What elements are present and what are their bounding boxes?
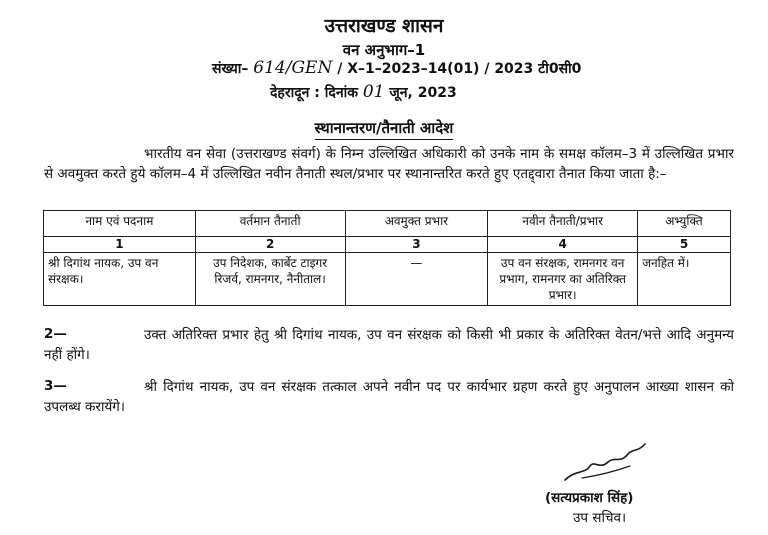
header-current-posting: वर्तमान तैनाती <box>195 211 345 237</box>
date-prefix: देहरादून : दिनांक <box>270 85 358 101</box>
column-number-row <box>44 237 731 253</box>
header-name: नाम एवं पदनाम <box>44 211 196 237</box>
section-heading: वन अनुभाग–1 <box>342 41 426 59</box>
table-header-row <box>44 211 731 237</box>
subject-text: स्थानान्तरण/तैनाती आदेश <box>315 119 454 140</box>
paragraph-2 <box>44 326 734 365</box>
reference-handwritten: 614/GEN <box>253 58 333 78</box>
cell-new-posting: उप वन संरक्षक, रामनगर वन प्रभाग, रामनगर का अतिरिक्त प्रभार। <box>488 253 638 306</box>
header-remarks: अभ्युक्ति <box>638 211 731 237</box>
column-number: 2 <box>195 237 345 253</box>
column-number: 3 <box>345 237 488 253</box>
column-number: 5 <box>638 237 731 253</box>
date-line <box>270 82 457 102</box>
signatory-name: (सत्यप्रकाश सिंह) <box>545 490 634 506</box>
signatory-designation: उप सचिव। <box>573 510 627 526</box>
cell-relieved-charge: — <box>345 253 488 306</box>
cell-remarks: जनहित में। <box>638 253 731 306</box>
cell-name-designation: श्री दिगांथ नायक, उप वन संरक्षक। <box>44 253 196 306</box>
handwritten-signature <box>470 440 660 490</box>
paragraph-2-number: 2— <box>44 326 67 342</box>
paragraph-3 <box>44 378 734 417</box>
reference-label: संख्या– <box>212 61 249 77</box>
date-handwritten: 01 <box>362 82 385 102</box>
column-number: 1 <box>44 237 196 253</box>
assignment-table <box>43 210 731 306</box>
header-relieved-charge: अवमुक्त प्रभार <box>345 211 488 237</box>
signature-image <box>470 440 660 490</box>
reference-number <box>212 58 581 78</box>
date-suffix: जून, 2023 <box>389 85 457 101</box>
column-number: 4 <box>488 237 638 253</box>
paragraph-3-text: श्री दिगांथ नायक, उप वन संरक्षक तत्काल अपने नवीन पद पर कार्यभार ग्रहण करते हुए अनुपालन आख्या शासन को उपलब्ध करायेंगे। <box>44 379 734 415</box>
government-heading: उत्तराखण्ड शासन <box>324 15 444 37</box>
paragraph-2-text: उक्त अतिरिक्त प्रभार हेतु श्री दिगांथ नायक, उप वन संरक्षक को किसी भी प्रकार के अतिरिक्त वेतन/भत्ते आदि अनुमन्य नहीं होंगे। <box>44 327 734 363</box>
paragraph-1: भारतीय वन सेवा (उत्तराखण्ड संवर्ग) के निम्न उल्लिखित अधिकारी को उनके नाम के समक्ष कॉलम–3 में उल्लिखित प्रभार से अवमुक्त करते हुये कॉलम–4 में उल्लिखित नवीन तैनाती स्थल/प्रभार पर स्थानान्तरित करते हुए एतद्द्वारा तैनात किया जाता है:– <box>44 146 734 182</box>
subject-heading <box>0 118 768 138</box>
header-new-posting: नवीन तैनाती/प्रभार <box>488 211 638 237</box>
table-row <box>44 253 731 306</box>
cell-current-posting: उप निदेशक, कार्बेट टाइगर रिजर्व, रामनगर, नैनीताल। <box>195 253 345 306</box>
paragraph-3-number: 3— <box>44 378 67 394</box>
reference-rest: / X–1–2023–14(01) / 2023 टी0सी0 <box>337 61 582 77</box>
